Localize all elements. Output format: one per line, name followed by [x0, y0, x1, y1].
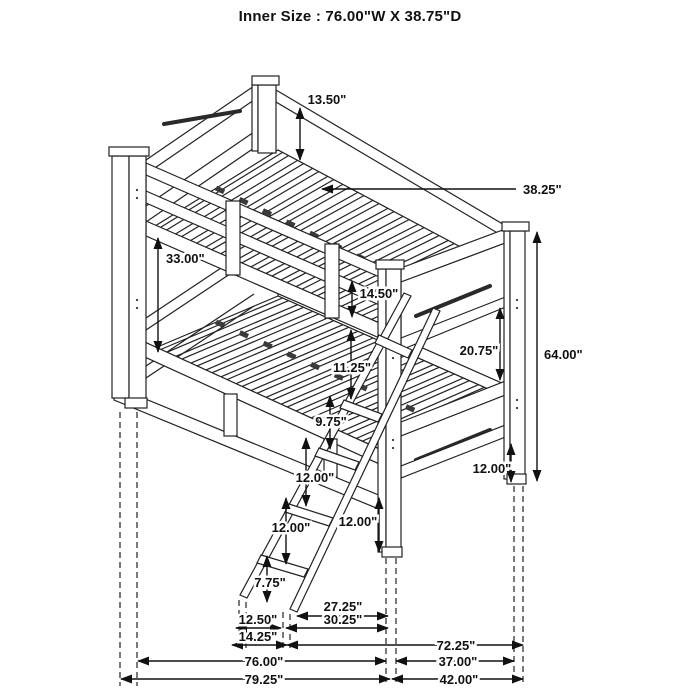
guardrail-support-left — [226, 201, 240, 275]
dim-label-30-25: 30.25" — [323, 612, 363, 627]
dim-ladder-spread-lower — [286, 612, 388, 628]
dim-label-9-75: 9.75" — [315, 414, 347, 429]
dim-label-12-50: 12.50" — [238, 612, 278, 627]
right-front-post-cap — [376, 260, 404, 269]
back-right-post-cap — [502, 222, 529, 231]
dim-label-72-25: 72.25" — [436, 638, 476, 653]
dim-label-11-25: 11.25" — [333, 360, 371, 375]
dim-label-38-25: 38.25" — [523, 182, 562, 197]
dim-label-12-00-ladder-upper: 12.00" — [295, 470, 335, 485]
dim-length-overall — [121, 672, 390, 687]
dim-label-33-00: 33.00" — [166, 251, 205, 266]
dim-overall-height — [537, 232, 583, 481]
dim-length-inner — [138, 654, 386, 669]
left-post-foot — [125, 398, 147, 408]
back-left-post-cap — [252, 76, 279, 85]
dim-label-12-00-front-leg: 12.00" — [338, 514, 378, 529]
back-right-post — [502, 222, 529, 484]
dim-label-42-00: 42.00" — [439, 672, 479, 687]
dim-depth-with-ladder — [287, 638, 523, 653]
right-front-post-foot — [382, 547, 402, 557]
left-front-post — [109, 147, 149, 408]
dim-label-27-25: 27.25" — [323, 599, 363, 614]
dim-label-14-50: 14.50" — [359, 286, 399, 301]
guardrail-support-right — [325, 244, 339, 318]
dim-ladder-foot-offset — [236, 612, 281, 628]
dim-label-12-00-rear-leg: 12.00" — [472, 461, 512, 476]
back-left-post — [252, 76, 279, 153]
lower-rail-support-left — [224, 394, 237, 436]
dim-label-37-00: 37.00" — [438, 654, 478, 669]
dim-label-14-25: 14.25" — [238, 629, 278, 644]
dim-label-7-75: 7.75" — [254, 575, 286, 590]
dim-depth-overall — [392, 672, 523, 687]
dim-label-20-75: 20.75" — [459, 343, 499, 358]
dim-depth-inner — [396, 654, 514, 669]
dim-ladder-foot-offset-outer — [232, 629, 287, 645]
diagram-title: Inner Size : 76.00"W X 38.75"D — [238, 8, 462, 25]
dim-label-13-50: 13.50" — [307, 92, 347, 107]
dim-label-12-00-ladder-lower: 12.00" — [271, 520, 311, 535]
dim-label-76-00: 76.00" — [244, 654, 284, 669]
dim-label-79-25: 79.25" — [244, 672, 284, 687]
dim-label-64-00: 64.00" — [544, 347, 583, 362]
left-post-cap — [109, 147, 149, 156]
upper-bunk — [146, 86, 508, 350]
